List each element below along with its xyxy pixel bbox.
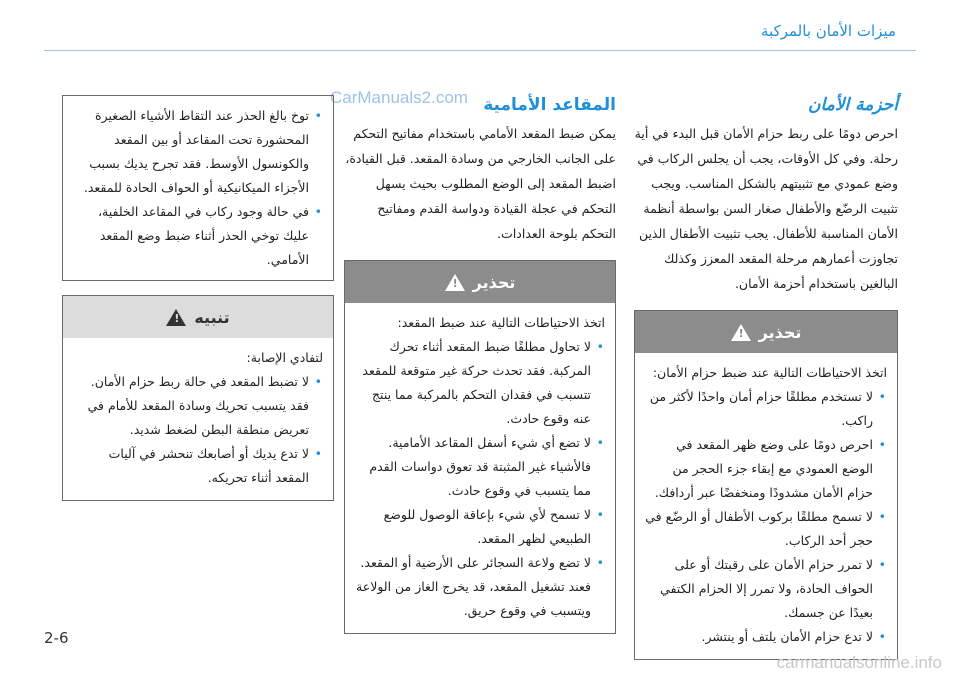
- caution-triangle-icon: !: [166, 309, 186, 326]
- warning-label: تحذير: [472, 272, 516, 292]
- warning-triangle-icon: !: [445, 274, 465, 291]
- header-rule: [44, 50, 916, 51]
- middle-column: [344, 95, 616, 634]
- list-item: • لا تدع يديك أو أصابعك تنحشر في آليات المقعد أثناء تحريكه.: [73, 442, 309, 490]
- list-item: • لا تسمح لأي شيء بإعاقة الوصول للوضع الطبيعي لظهر المقعد.: [355, 503, 591, 551]
- continued-warning-box: [62, 95, 334, 281]
- warning-header: [345, 261, 615, 303]
- caution-label: تنبيه: [194, 307, 230, 327]
- list-item: • لا تدع حزام الأمان يلتف أو ينتشر.: [645, 625, 873, 649]
- left-column: [62, 95, 334, 501]
- right-column: [634, 95, 898, 660]
- page-number: 2-6: [44, 629, 69, 647]
- header-title: ميزات الأمان بالمركبة: [761, 22, 896, 40]
- list-item: • توخ بالغ الحذر عند التقاط الأشياء الصغيرة المحشورة تحت المقاعد أو بين المقعد والكونسول الأوسط. فقد تجرح يديك بسبب الأجزاء الميكانيكية أو الحواف الحادة للمقعد.: [73, 104, 309, 200]
- seat-belts-paragraph: احرص دومًا على ربط حزام الأمان قبل البدء في أية رحلة. وفي كل الأوقات، يجب أن يجلس الركاب في وضع عمودي مع تثبيتهم بالشكل المناسب. ويجب تثبيت الرضّع والأطفال صغار السن بواسطة أنظمة الأمان المناسبة للأطفال. يجب تثبيت الأطفال الذين تجاوزت أعمارهم مرحلة المقعد المعزز وكذلك البالغين باستخدام أحزمة الأمان.: [634, 126, 898, 291]
- list-item: • لا تستخدم مطلقًا حزام أمان واحدًا لأكثر من راكب.: [645, 385, 873, 433]
- caution-box: [62, 295, 334, 501]
- seat-warning-box: [344, 260, 616, 634]
- list-item: • في حالة وجود ركاب في المقاعد الخلفية، عليك توخي الحذر أثناء ضبط وضع المقعد الأمامي.: [73, 200, 309, 272]
- continued-warning-list: [73, 104, 323, 272]
- caution-list: [73, 370, 323, 490]
- warning-list: [645, 385, 887, 649]
- caution-lead: لتفادي الإصابة:: [246, 350, 323, 365]
- list-item: • لا تضبط المقعد في حالة ربط حزام الأمان. فقد يتسبب تحريك وسادة المقعد للأمام في تعريض منطقة البطن لضغط شديد.: [73, 370, 309, 442]
- warning-header: [635, 311, 897, 353]
- warning-list: [355, 335, 605, 623]
- seat-belts-title: أحزمة الأمان: [808, 95, 898, 115]
- caution-header: [63, 296, 333, 338]
- footer-watermark: carmanualsonline.info: [776, 653, 942, 672]
- list-item: • احرص دومًا على وضع ظهر المقعد في الوضع العمودي مع إبقاء جزء الحجر من حزام الأمان مشدودًا ومنخفضًا عبر أردافك.: [645, 433, 873, 505]
- list-item: • لا تسمح مطلقًا بركوب الأطفال أو الرضّع في حجر أحد الركاب.: [645, 505, 873, 553]
- list-item: • لا تحاول مطلقًا ضبط المقعد أثناء تحرك المركبة. فقد تحدث حركة غير متوقعة للمقعد تتسبب في فقدان التحكم بالمركبة مما ينتج عنه وقوع حادث.: [355, 335, 591, 431]
- warning-triangle-icon: !: [731, 324, 751, 341]
- watermark: CarManuals2.com: [330, 88, 468, 107]
- seat-belt-warning-box: [634, 310, 898, 660]
- list-item: • لا تضع أي شيء أسفل المقاعد الأمامية. فالأشياء غير المثبتة قد تعوق دواسات القدم مما يتسبب في وقوع حادث.: [355, 431, 591, 503]
- warning-lead: اتخذ الاحتياطات التالية عند ضبط حزام الأمان:: [652, 365, 887, 380]
- front-seats-paragraph: يمكن ضبط المقعد الأمامي باستخدام مفاتيح التحكم على الجانب الخارجي من وسادة المقعد. قبل القيادة، اضبط المقعد إلى الوضع المطلوب بحيث يسهل التحكم في عجلة القيادة ودواسة القدم ومفاتيح التحكم بلوحة العدادات.: [345, 126, 616, 241]
- warning-lead: اتخذ الاحتياطات التالية عند ضبط المقعد:: [397, 315, 605, 330]
- list-item: • لا تمرر حزام الأمان على رقبتك أو على الحواف الحادة، ولا تمرر إلا الحزام الكتفي بعيدًا عن جسمك.: [645, 553, 873, 625]
- front-seats-title: المقاعد الأمامية: [483, 95, 616, 115]
- list-item: • لا تضع ولاعة السجائر على الأرضية أو المقعد. فعند تشغيل المقعد، قد يخرج الغاز من الولاعة ويتسبب في وقوع حريق.: [355, 551, 591, 623]
- warning-label: تحذير: [758, 322, 802, 342]
